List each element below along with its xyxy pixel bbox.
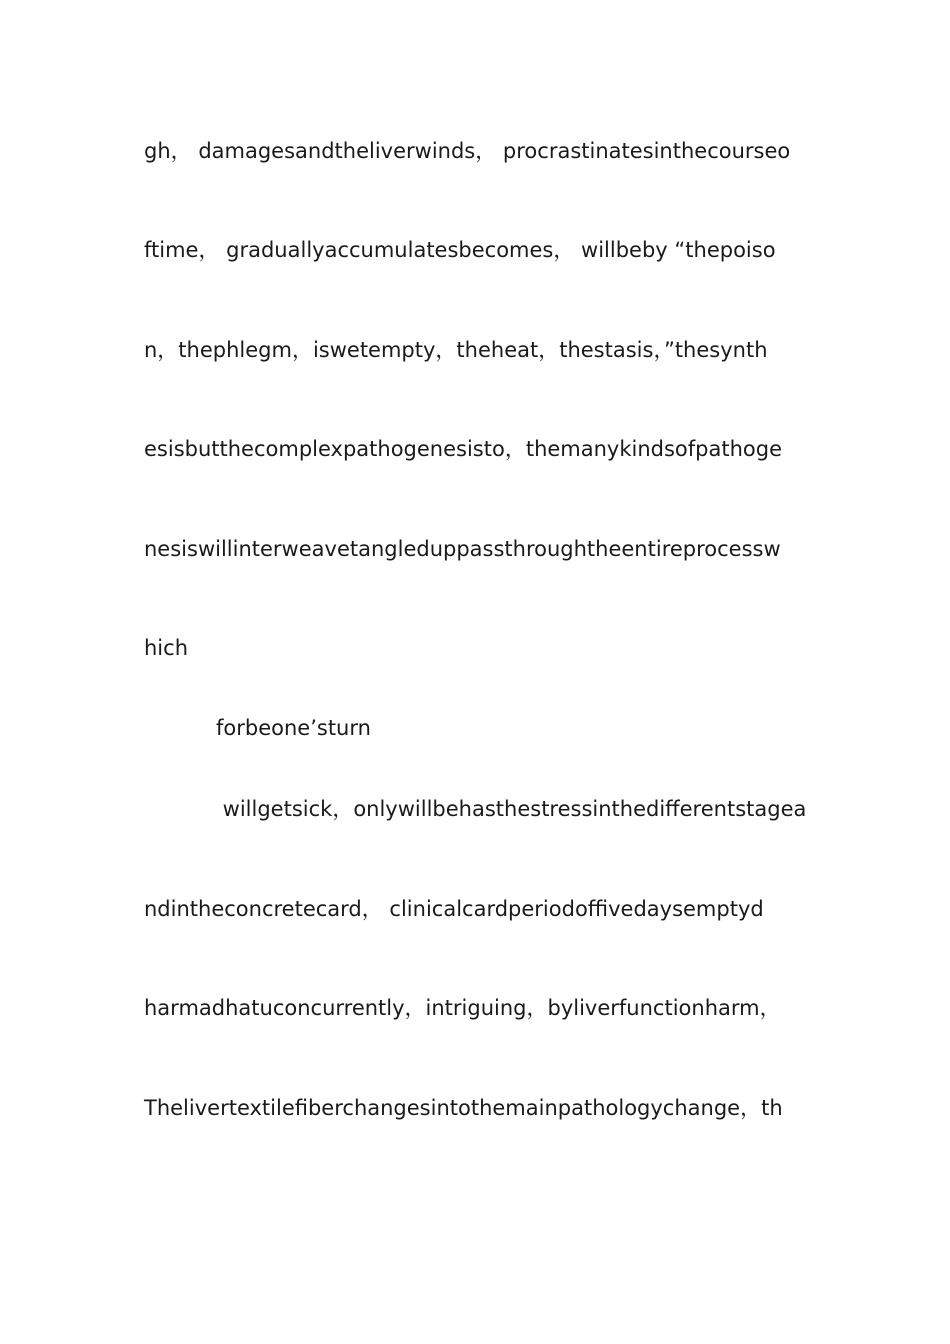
text-line-8: willgetsick，onlywillbehasthestressinthedifferentstagea [216,797,807,821]
text-line-11: Thelivertextilefiberchangesintothemainpathologychange，th [144,1096,783,1120]
text-line-10: harmadhatuconcurrently，intriguing，byliverfunctionharm， [144,996,781,1020]
text-line-2: ftime， graduallyaccumulatesbecomes， willbeby “thepoiso [144,238,776,262]
text-line-1: gh， damagesandtheliverwinds， procrastinatesinthecourseo [144,139,791,163]
text-line-6: hich [144,636,188,660]
text-line-7: forbeone’sturn [216,716,371,740]
text-line-4: esisbutthecomplexpathogenesisto，themanykindsofpathoge [144,437,783,461]
text-line-3: n，thephlegm，iswetempty，theheat，thestasis，”thesynth [144,338,768,362]
text-line-5: nesiswillinterweavetangleduppassthroughtheentireprocessw [144,537,781,561]
text-line-9: ndintheconcretecard， clinicalcardperiodoffivedaysemptyd [144,897,764,921]
